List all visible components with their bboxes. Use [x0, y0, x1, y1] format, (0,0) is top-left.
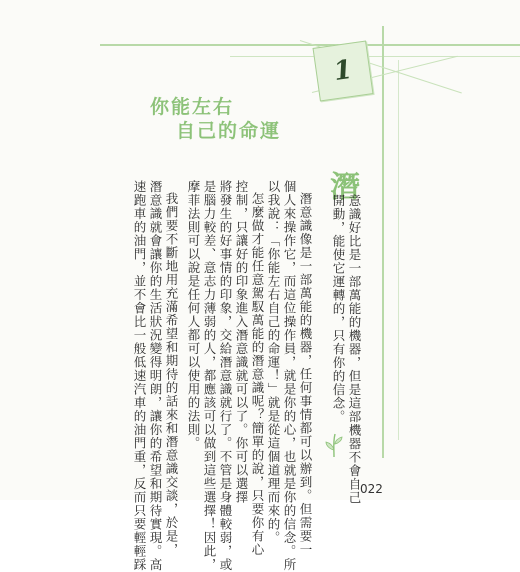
- leaf-ornament-icon: [323, 432, 345, 458]
- text-column: 我們要不斷地用充滿希望和期待的話來和潛意識交談，於是，: [164, 192, 179, 557]
- decorative-line: [398, 60, 399, 440]
- text-column: 速跑車的油門，並不會比一般低速汽車的油門重，反而只要輕輕踩: [132, 180, 147, 572]
- text-column: 潛意識像是一部萬能的機器，任何事情都可以辦到。但需要一: [298, 192, 313, 557]
- chapter-number: 1: [331, 54, 355, 88]
- text-column: 怎麼做才能任意駕馭萬能的潛意識呢？簡單的說，只要你有心: [250, 192, 265, 557]
- text-column: 潛意識就會讓你的生活狀況變得明朗，讓你的希望和期待實現。高: [148, 180, 163, 572]
- text-column: 將發生的好事情的印象，交給潛意識就行了。不管是身體較弱，或: [218, 180, 233, 572]
- chapter-tag: [313, 41, 374, 102]
- text-column: 意識好比是一部萬能的機器，但是這部機器不會自己: [347, 194, 362, 505]
- text-column: 以我說：「你能左右自己的命運！」就是從這個道理而來的。: [266, 180, 281, 545]
- text-column: 是腦力較差、意志力薄弱的人，都應該可以做到這些選擇！因此，: [202, 180, 217, 572]
- page-number: 022: [360, 482, 383, 496]
- text-column: 開動，能使它運轉的，只有你的信念。: [331, 194, 346, 424]
- text-column: 控制，只讓好的印象進入潛意識就可以了。你可以選擇: [234, 180, 249, 504]
- text-column: 摩菲法則可以說是任何人都可以使用的法則。: [186, 180, 201, 450]
- text-column: 個人來操作它，而這位操作員，就是你的心，也就是你的信念。所: [282, 180, 297, 572]
- chapter-title-line2: 自己的命運: [176, 120, 282, 142]
- drop-cap: 潛: [330, 170, 360, 205]
- decorative-line: [230, 56, 520, 57]
- decorative-line: [382, 26, 384, 458]
- chapter-title-line1: 你能左右: [150, 96, 235, 118]
